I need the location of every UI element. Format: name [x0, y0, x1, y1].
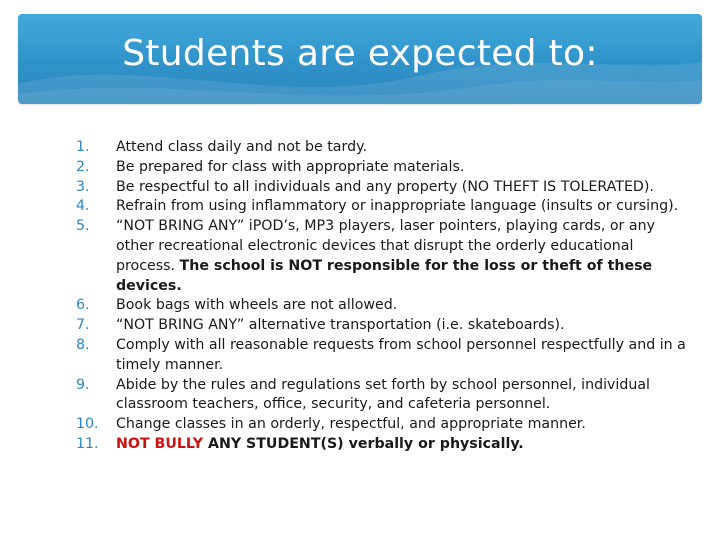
item-number: 4.	[76, 198, 90, 215]
list-item	[76, 296, 696, 316]
item-number: 1.	[76, 139, 90, 155]
item-text: Change classes in an orderly, respectful, and appropriate manner.	[116, 416, 586, 433]
item-text: “NOT BRING ANY” alternative transportation (i.e. skateboards).	[116, 317, 565, 334]
item-text: Abide by the rules and regulations set forth by school personnel, individual classroom teachers, office, security, and cafeteria personnel.	[116, 376, 650, 413]
item-text: Comply with all reasonable requests from school personnel respectfully and in a timely manner.	[116, 336, 686, 373]
list-item	[76, 376, 696, 416]
list-item	[76, 138, 696, 158]
item-number: 3.	[76, 178, 90, 195]
slide-title: Students are expected to:	[122, 33, 598, 74]
item-number: 7.	[76, 317, 90, 334]
item-text: Be prepared for class with appropriate materials.	[116, 158, 465, 175]
item-text: Attend class daily and not be tardy.	[116, 139, 367, 155]
list-item	[76, 178, 696, 198]
list-item	[76, 336, 696, 376]
title-banner	[18, 14, 702, 104]
item-bold-text: ANY STUDENT(S) verbally or physically.	[203, 435, 524, 452]
item-text: Refrain from using inflammatory or inappropriate language (insults or cursing).	[116, 198, 679, 215]
list-item	[76, 435, 696, 455]
item-number: 2.	[76, 158, 90, 175]
list-item	[76, 217, 696, 296]
item-text: Be respectful to all individuals and any property (NO THEFT IS TOLERATED).	[116, 178, 654, 195]
item-number: 5.	[76, 218, 90, 235]
list-item	[76, 316, 696, 336]
item-red-text: NOT BULLY	[116, 435, 204, 452]
item-number: 11.	[76, 435, 99, 452]
item-number: 8.	[76, 336, 90, 353]
item-number: 10.	[76, 416, 99, 433]
list-item	[76, 415, 696, 435]
item-text: “NOT BRING ANY” iPOD’s, MP3 players, laser pointers, playing cards, or any other recreational electronic devices that disrupt the orderly educational process.	[116, 218, 655, 274]
list-item	[76, 158, 696, 178]
list-item	[76, 197, 696, 217]
item-text: Book bags with wheels are not allowed.	[116, 297, 398, 314]
item-bold-text: The school is NOT responsible for the loss or theft of these devices.	[116, 257, 653, 294]
expectations-list	[76, 138, 696, 455]
item-number: 9.	[76, 376, 90, 393]
item-number: 6.	[76, 297, 90, 314]
